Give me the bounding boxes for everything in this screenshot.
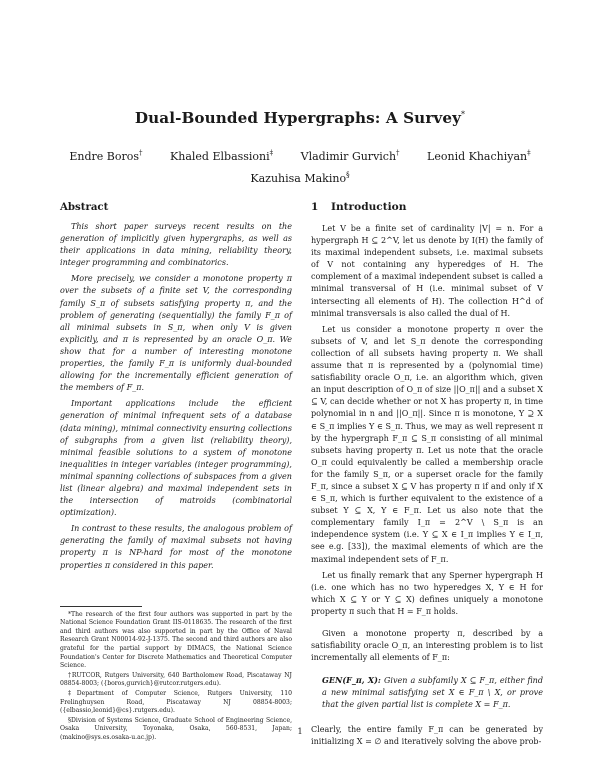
- gen-label: GEN(F_π, X):: [322, 675, 381, 686]
- page-number: 1: [297, 726, 303, 736]
- body-paragraph: Let V be a finite set of cardinality |V| = n. For a hypergraph H ⊆ 2^V, let us denote by I(H) the family of its maximal independent subsets, i.e. maximal subsets of V not containing any hyperedges of H. The complement of a maximal independent subset is called a minimal transversal of H (i.e. minimal subset of V intersecting all elements of H). The collection H^d of minimal transversals is also called the dual of H.: [311, 224, 543, 318]
- author-mark: ‡: [269, 149, 274, 157]
- section-number: 1: [311, 201, 319, 213]
- author-mark: ‡: [527, 149, 531, 157]
- footnote: †RUTCOR, Rutgers University, 640 Bartholomew Road, Piscataway NJ 08854-8003; ({boros,gurvich}@rutcor.rutgers.edu).: [60, 671, 292, 688]
- author-mark: †: [396, 149, 400, 157]
- author-block: [0, 144, 600, 188]
- section-title: Introduction: [331, 201, 407, 213]
- author-name: Leonid Khachiyan: [427, 150, 528, 163]
- footnote: *The research of the first four authors was supported in part by the National Science Foundation Grant IIS-0118635. The research of the first and third authors was also supported in part by the Office of Naval Research Grant N00014-92-J-1375. The second and third authors are also grateful for the partial support by DIMACS, the National Science Foundation's Center for Discrete Mathematics and Theoretical Computer Science.: [60, 610, 292, 670]
- gen-problem-statement: [311, 674, 543, 711]
- author-line-1: [0, 144, 600, 166]
- author-mark: †: [139, 149, 143, 157]
- author: [427, 150, 531, 163]
- footnote: §Division of Systems Science, Graduate School of Engineering Science, Osaka University, Toyonaka, Osaka, 560-8531, Japan; (makino@sys.es.osaka-u.ac.jp).: [60, 716, 292, 741]
- author: [170, 150, 273, 163]
- author: [69, 150, 142, 163]
- abstract-paragraph: In contrast to these results, the analogous problem of generating the family of maximal subsets not having property π is NP-hard for most of the monotone properties π considered in this paper.: [60, 524, 292, 570]
- author-name: Vladimir Gurvich: [300, 150, 397, 163]
- right-column: [311, 200, 543, 752]
- body-paragraph: Given a monotone property π, described by a satisfiability oracle O_π, an interesting problem is to list incrementally all elements of F_π:: [311, 629, 543, 663]
- section-heading: [311, 200, 543, 214]
- author-name: Kazuhisa Makino: [250, 172, 347, 185]
- author-line-2: [0, 166, 600, 188]
- author-mark: §: [346, 171, 350, 179]
- body-paragraph: Let us finally remark that any Sperner hypergraph H (i.e. one which has no two hyperedges X, Y ∈ H for which X ⊆ Y or Y ⊆ X) defines uniquely a monotone property π such that H = F_π holds.: [311, 570, 543, 616]
- footnote: ‡Department of Computer Science, Rutgers University, 110 Frelinghuysen Road, Piscataway NJ 08854-8003; ({elbassio,leonid}@cs}.rutgers.edu).: [60, 689, 292, 715]
- author-name: Khaled Elbassioni: [170, 150, 270, 163]
- footnote-rule: [60, 606, 142, 607]
- title-footnote-mark: *: [461, 110, 466, 119]
- left-column: [60, 200, 292, 744]
- title-text: Dual-Bounded Hypergraphs: A Survey: [134, 109, 462, 127]
- abstract-paragraph: More precisely, we consider a monotone property π over the subsets of a finite set V, the corresponding family S_π of subsets satisfying property π, and the problem of generating (sequentially) the family F_π of all minimal subsets in S_π, when only V is given explicitly, and π is represented by an oracle O_π. We show that for a number of interesting monotone properties, the family F_π is uniformly dual-bounded allowing for the incrementally efficient generation of the members of F_π.: [60, 274, 292, 393]
- gen-text: Given a subfamily X ⊆ F_π, either find a new minimal satisfying set X ∈ F_π \ X, or prove that the given partial list is complete X = F_π.: [322, 676, 544, 710]
- paper-title: [0, 109, 600, 127]
- abstract-heading: Abstract: [60, 201, 109, 213]
- abstract-paragraph: Important applications include the efficient generation of minimal infrequent sets of a database (data mining), minimal connectivity ensuring collections of subgraphs from a given list (reliability theory), minimal feasible solutions to a system of monotone inequalities in integer variables (integer programming), minimal spanning collections of subspaces from a given list (linear algebra) and maximal independent sets in the intersection of matroids (combinatorial optimization).: [60, 399, 292, 518]
- author-name: Endre Boros: [69, 150, 140, 163]
- body-paragraph: Let us consider a monotone property π over the subsets of V, and let S_π denote the corresponding collection of all subsets having property π. We shall assume that π is represented by a (polynomial time) satisfiability oracle O_π, i.e. an algorithm which, given an input description of O_π of size ||O_π|| and a subset X ⊆ V, can decide whether or not X has property π, in time polynomial in n and ||O_π||. Since π is monotone, Y ⊇ X ∈ S_π implies Y ∈ S_π. Thus, we may as well represent π by the hypergraph F_π ⊆ S_π consisting of all minimal subsets having property π. Let us note that the oracle O_π could equivalently be called a membership oracle for the family S_π, or a superset oracle for the family F_π, since a subset X ⊆ V has property π if and only if X ∈ S_π, which is further equivalent to the existence of a subset Y ⊆ X, Y ∈ F_π. Let us also note that the complementary family I_π = 2^V \ S_π is an independence system (i.e. Y ⊆ X ∈ I_π implies Y ∈ I_π, see e.g. [33]), the maximal elements of which are the maximal independent sets of F_π.: [311, 324, 543, 564]
- abstract-paragraph: This short paper surveys recent results on the generation of implicitly given hypergraphs, as well as their applications in data mining, reliability theory, integer programming and combinatorics.: [60, 222, 292, 268]
- author: [250, 172, 349, 185]
- author: [301, 150, 400, 163]
- body-paragraph: Clearly, the entire family F_π can be generated by initializing X = ∅ and iteratively solving the above prob-: [311, 724, 543, 746]
